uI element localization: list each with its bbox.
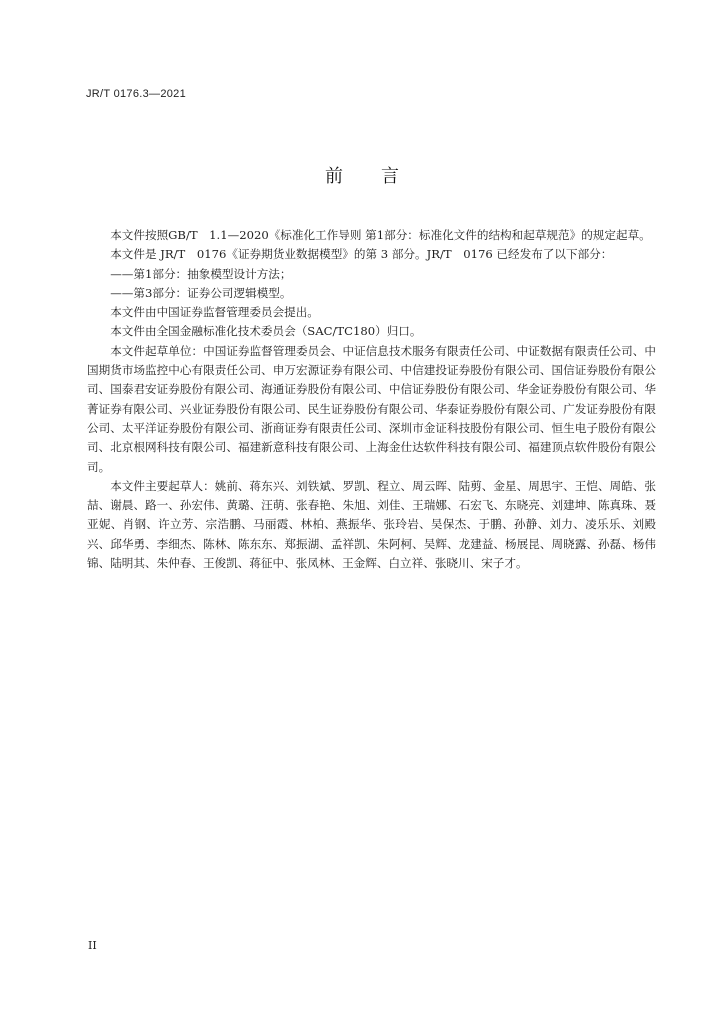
paragraph-proposed-by: 本文件由中国证券监督管理委员会提出。 [110,305,319,320]
paragraph-drafters: 本文件主要起草人：姚前、蒋东兴、刘铁斌、罗凯、程立、周云晖、陆剪、金星、周思宇、王恺、周皓、张喆、谢晨、路一、孙宏伟、黄璐、汪萌、张春艳、朱旭、刘佳、王瑞娜、石宏飞、东晓亮、刘建坤、陈真珠、聂亚妮、肖钢、许立芳、宗浩鹏、马丽霞、林柏、燕振华、张玲岩、吴保杰、于鹏、孙静、刘力、凌乐乐、刘殿兴、邱华勇、李细杰、陈林、陈东东、郑振湖、孟祥凯、朱阿柯、吴辉、龙建益、杨展昆、周晓露、孙磊、杨伟锦、陆明其、朱仲春、王俊凯、蒋征中、张凤林、王金辉、白立祥、张晓川、宋子才。 [87,478,656,571]
paragraph-under-jurisdiction: 本文件由全国金融标准化技术委员会（SAC/TC180）归口。 [110,324,422,339]
foreword-body [87,226,656,573]
standard-code: JR/T 0176.3—2021 [86,88,186,100]
list-item-part-3: ——第3部分：证券公司逻辑模型。 [110,285,292,300]
page-number: II [88,939,97,952]
page-title: 前言 [325,166,437,187]
list-item-part-1: ——第1部分：抽象模型设计方法； [110,266,292,281]
paragraph-drafting-rules: 本文件按照GB/T 1.1—2020《标准化工作导则 第1部分：标准化文件的结构和起草规范》的规定起草。 [110,228,651,242]
paragraph-drafting-units: 本文件起草单位：中国证券监督管理委员会、中证信息技术服务有限责任公司、中证数据有限责任公司、中国期货市场监控中心有限责任公司、申万宏源证券有限公司、中信建投证券股份有限公司、国信证券股份有限公司、国泰君安证券股份有限公司、海通证券股份有限公司、中信证券股份有限公司、华金证券股份有限公司、华菁证券有限公司、兴业证券股份有限公司、民生证券股份有限公司、华泰证券股份有限公司、广发证券股份有限公司、太平洋证券股份有限公司、浙商证券有限责任公司、深圳市金证科技股份有限公司、恒生电子股份有限公司、北京根网科技有限公司、福建新意科技有限公司、上海金仕达软件科技有限公司、福建顶点软件股份有限公司。 [87,343,656,474]
paragraph-part-info: 本文件是 JR/T 0176《证券期货业数据模型》的第 3 部分。JR/T 0176 已经发布了以下部分： [110,247,613,262]
